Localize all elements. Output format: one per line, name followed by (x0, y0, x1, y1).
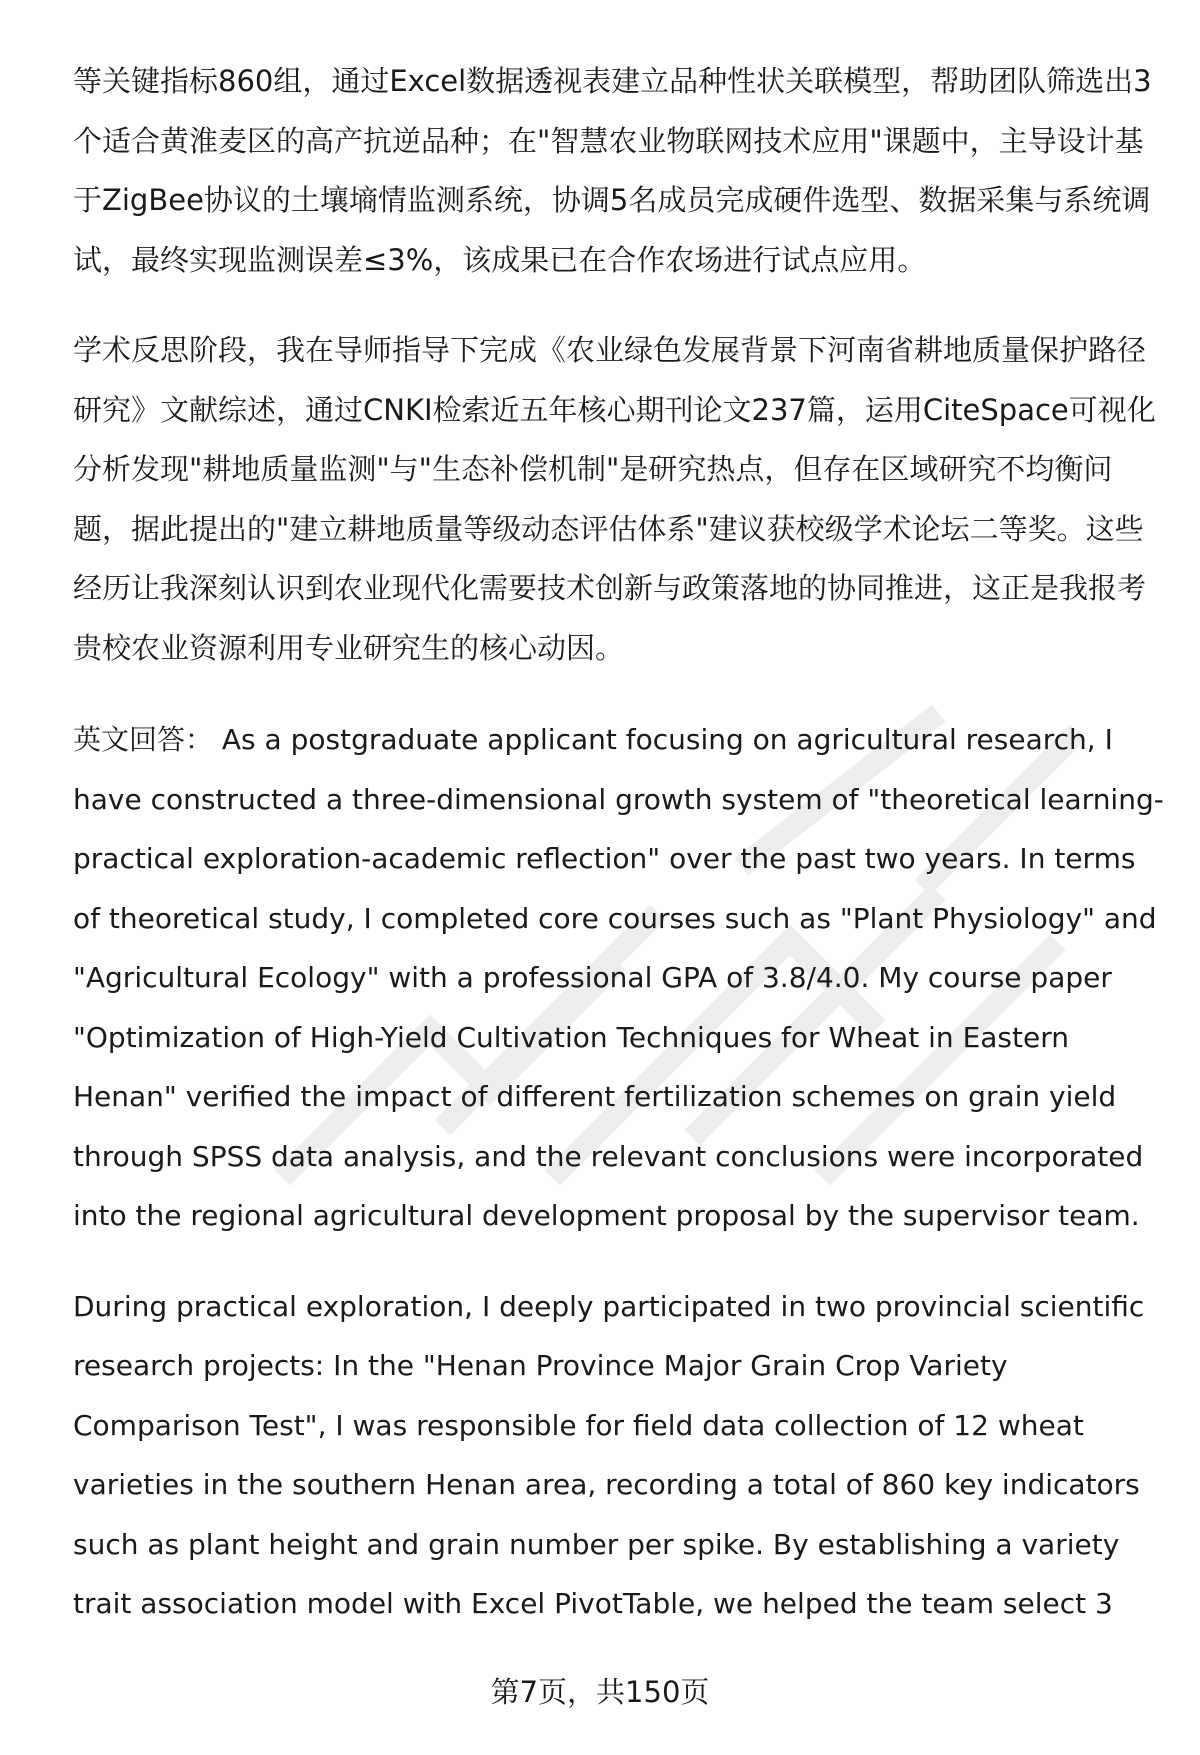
document-page (73, 52, 1168, 1634)
page-number-footer: 第7页，共150页 (490, 1675, 710, 1709)
paragraph-academic-reflection: 学术反思阶段，我在导师指导下完成《农业绿色发展背景下河南省耕地质量保护路径研究》文献综述，通过CNKI检索近五年核心期刊论文237篇，运用CiteSpace可视化分析发现"耕地质量监测"与"生态补偿机制"是研究热点，但存在区域研究不均衡问题，据此提出的"建立耕地质量等级动态评估体系"建议获校级学术论坛二等奖。这些经历让我深刻认识到农业现代化需要技术创新与政策落地的协同推进，这正是我报考贵校农业资源利用专业研究生的核心动因。 (73, 333, 1156, 665)
paragraph-practical-exploration: During practical exploration, I deeply participated in two provincial scientific research projects: In the "Henan Province Major Grain Crop Variety Comparison Test", I was responsible for field data collection of 12 wheat varieties in the southern Henan area, recording a total of 860 key indicators such as plant height and grain number per spike. By establishing a variety trait association model with Excel PivotTable, we helped the team select 3 (73, 1289, 1145, 1620)
paragraph-project-summary: 等关键指标860组，通过Excel数据透视表建立品种性状关联模型，帮助团队筛选出3个适合黄淮麦区的高产抗逆品种；在"智慧农业物联网技术应用"课题中，主导设计基于ZigBee协议的土壤墒情监测系统，协调5名成员完成硬件选型、数据采集与系统调试，最终实现监测误差≤3%，该成果已在合作农场进行试点应用。 (73, 64, 1152, 277)
paragraph-english-answer-intro: 英文回答： As a postgraduate applicant focusing on agricultural research, I have constructed a three-dimensional growth system of "theoretical learning-practical exploration-academic reflection" over the past two years. In terms of theoretical study, I completed core courses such as "Plant Physiology" and "Agricultural Ecology" with a professional GPA of 3.8/4.0. My course paper "Optimization of High-Yield Cultivation Techniques for Wheat in Eastern Henan" verified the impact of different fertilization schemes on grain yield through SPSS data analysis, and the relevant conclusions were incorporated into the regional agricultural development proposal by the supervisor team. (73, 723, 1164, 1232)
